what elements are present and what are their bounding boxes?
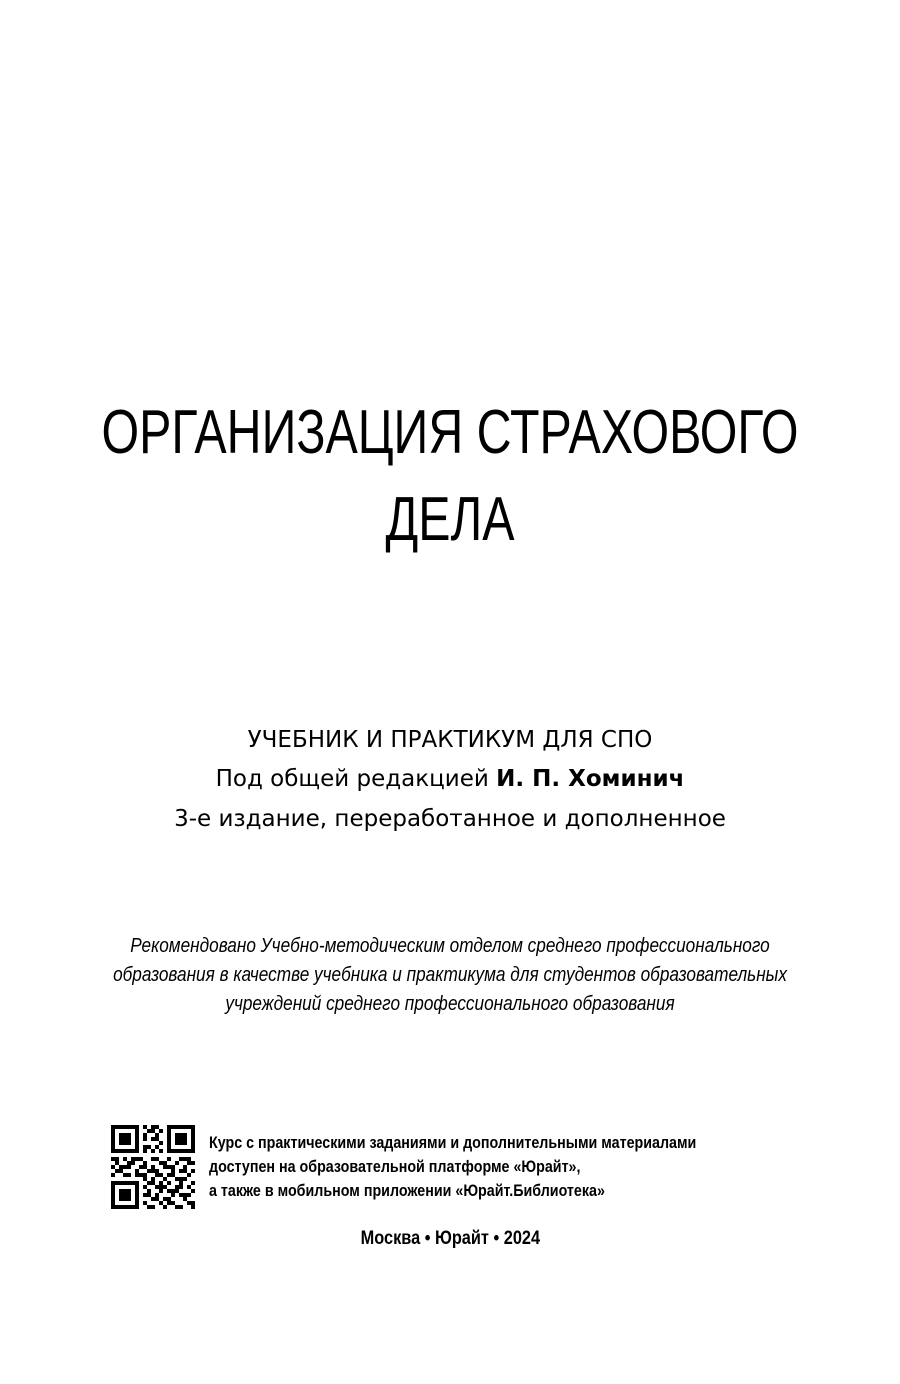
book-title-line-1: ОРГАНИЗАЦИЯ СТРАХОВОГО (101, 398, 799, 467)
course-info (209, 1131, 789, 1203)
recommendation-line-2: образования в качестве учебника и практикума для студентов образовательных (113, 964, 787, 986)
course-info-line-2: доступен на образовательной платформе «Юрайт», (209, 1157, 581, 1176)
recommendation-line-3: учреждений среднего профессионального образования (225, 993, 675, 1015)
course-info-line-3: а также в мобильном приложении «Юрайт.Библиотека» (209, 1181, 605, 1200)
edition-line: 3-е издание, переработанное и дополненное (174, 806, 726, 832)
recommendation-line-1: Рекомендовано Учебно-методическим отделом среднего профессионального (130, 935, 770, 957)
course-info-line-1: Курс с практическими заданиями и дополнительными материалами (209, 1133, 697, 1152)
editor-name: И. П. Хоминич (496, 766, 685, 792)
book-title-line-2: ДЕЛА (385, 485, 515, 554)
publisher-imprint (0, 1228, 900, 1250)
recommendation-text (0, 932, 900, 1019)
book-type: УЧЕБНИК И ПРАКТИКУМ ДЛЯ СПО (247, 727, 653, 753)
imprint-text: Москва • Юрайт • 2024 (360, 1228, 540, 1249)
qr-code-icon (111, 1125, 195, 1209)
editor-line (0, 766, 900, 792)
editor-prefix: Под общей редакцией (215, 766, 489, 792)
